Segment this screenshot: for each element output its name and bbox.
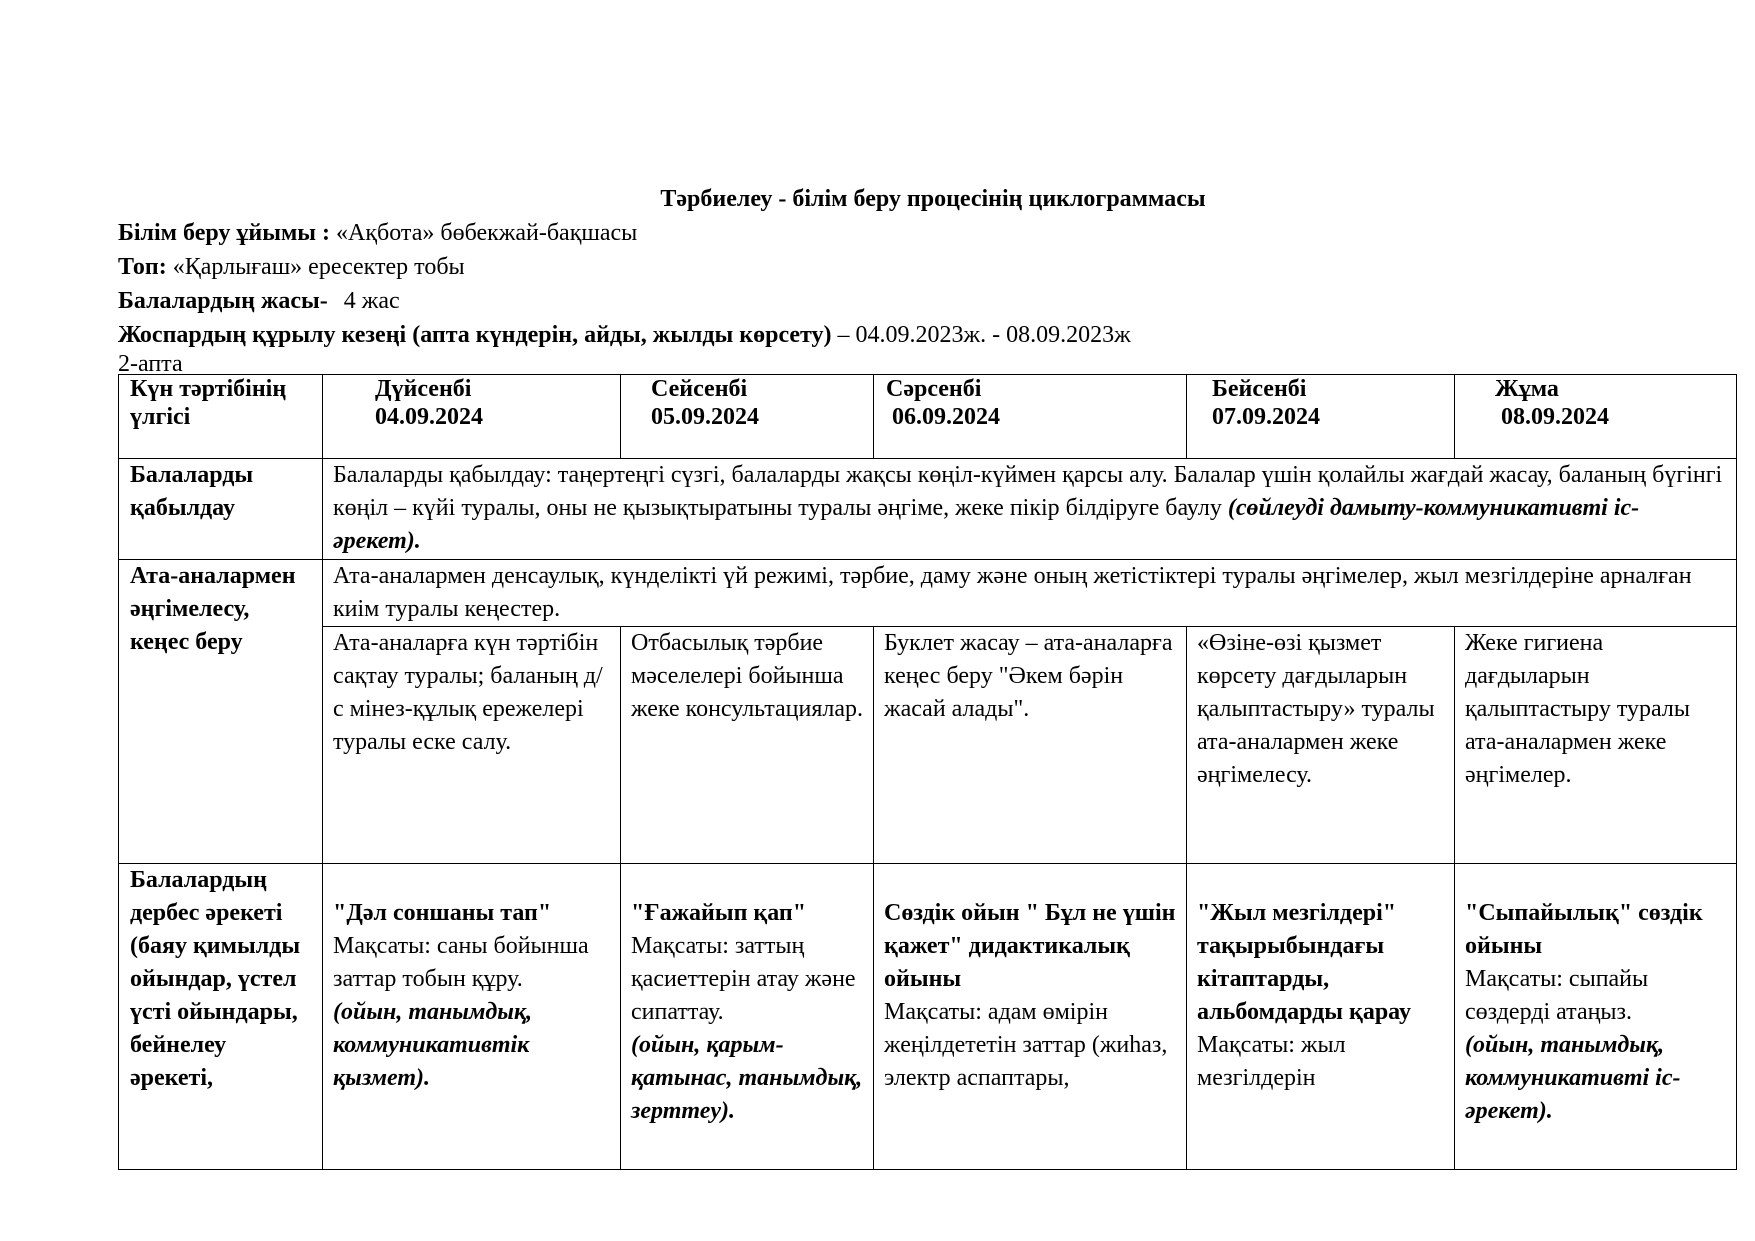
day-date: 08.09.2024 [1495,404,1609,430]
independent-thursday [1187,864,1455,1170]
day-name: Сейсенбі [651,376,748,402]
independent-friday [1455,864,1737,1170]
day-name: Жұма [1495,376,1559,402]
parents-label: Ата-аналармен әңгімелесу, кеңес беру [119,560,323,864]
parents-monday: Ата-аналарға күн тәртібін сақтау туралы; баланың д/с мінез-құлық ережелері туралы еске салу. [323,627,621,864]
independent-label: Балалардың дербес әрекеті (баяу қимылды ойындар, үстел үсті ойындары, бейнелеу әрекеті, [119,864,323,1170]
schedule-table [118,374,1737,1170]
header-corner: Күн тәртібінің үлгісі [119,375,323,459]
group-value: «Қарлығаш» ересектер тобы [172,254,465,280]
parents-thursday: «Өзіне-өзі қызмет көрсету дағдыларын қалыптастыру» туралы ата-аналармен жеке әңгімелесу. [1187,627,1455,864]
reception-row [119,459,1737,560]
day-date: 07.09.2024 [1212,404,1320,430]
header-day-monday [323,375,621,459]
reception-label: Балаларды қабылдау [119,459,323,560]
day-date: 05.09.2024 [651,404,759,430]
reception-content [323,459,1737,560]
organization-value: «Ақбота» бөбекжай-бақшасы [336,220,638,246]
game-goal: Мақсаты: адам өмірін жеңілдететін заттар (жиһаз, электр аспаптары, [884,999,1168,1091]
game-goal: Мақсаты: саны бойынша заттар тобын құру. [333,933,589,992]
game-title: "Жыл мезгілдері" тақырыбындағы кітаптарды, альбомдарды қарау [1197,900,1411,1025]
reception-activity: (сөйлеуді дамыту-коммуникативті іс-әрекет). [333,495,1640,554]
group-line [118,250,1736,284]
game-activity: (ойын, қарым-қатынас, танымдық, зерттеу). [631,1032,863,1124]
day-date: 06.09.2024 [886,404,1000,430]
independent-wednesday [874,864,1187,1170]
week-number: 2-апта [118,351,183,377]
day-date: 04.09.2024 [375,404,483,430]
game-activity: (ойын, танымдық, коммуникативтік қызмет). [333,999,533,1091]
header-day-thursday [1187,375,1455,459]
independent-tuesday [621,864,874,1170]
period-line [118,318,1736,352]
organization-line [118,216,1736,250]
period-label: Жоспардың құрылу кезеңі (апта күндерін, айды, жылды көрсету) [118,322,832,348]
parents-wednesday: Буклет жасау – ата-аналарға кеңес беру "Әкем бәрін жасай алады". [874,627,1187,864]
game-activity: (ойын, танымдық, коммуникативті іс-әрекет). [1465,1032,1681,1124]
game-goal: Мақсаты: сыпайы сөздерді атаңыз. [1465,966,1649,1025]
day-name: Бейсенбі [1212,376,1307,402]
header-day-friday [1455,375,1737,459]
document-page [118,182,1736,1170]
game-goal: Мақсаты: жыл мезгілдерін [1197,1032,1346,1091]
independent-monday [323,864,621,1170]
game-title: "Ғажайып қап" [631,900,807,926]
header-day-tuesday [621,375,874,459]
game-title: Сөздік ойын " Бұл не үшін қажет" дидактикалық ойыны [884,900,1176,992]
game-title: "Сыпайылық" сөздік ойыны [1465,900,1703,959]
game-title: "Дәл соншаны тап" [333,900,552,926]
age-line [118,284,1736,318]
parents-tuesday: Отбасылық тәрбие мәселелері бойынша жеке консультациялар. [621,627,874,864]
period-value: – 04.09.2023ж. - 08.09.2023ж [837,322,1131,348]
parents-friday: Жеке гигиена дағдыларын қалыптастыру туралы ата-аналармен жеке әңгімелер. [1455,627,1737,864]
parents-days-row [119,627,1737,864]
age-value: 4 жас [343,288,400,314]
day-name: Сәрсенбі [886,376,982,402]
organization-label: Білім беру ұйымы : [118,220,331,246]
age-label: Балалардың жасы- [118,288,328,314]
header-day-wednesday [874,375,1187,459]
parents-general-text: Ата-аналармен денсаулық, күнделікті үй режимі, тәрбие, даму және оның жетістіктері туралы әңгімелер, жыл мезгілдеріне арналған киім туралы кеңестер. [323,560,1737,627]
game-goal: Мақсаты: заттың қасиеттерін атау және сипаттау. [631,933,856,1025]
group-label: Топ: [118,254,167,280]
day-name: Дүйсенбі [375,376,472,402]
reception-text: Балаларды қабылдау: таңертеңгі сүзгі, балаларды жақсы көңіл-күймен қарсы алу. Балалар үшін қолайлы жағдай жасау, баланың бүгінгі көңіл – күйі туралы, оны не қызықтыратыны туралы әңгіме, жеке пікір білдіруге баулу [333,462,1723,521]
header-row [119,375,1737,459]
independent-row [119,864,1737,1170]
parents-general-row [119,560,1737,627]
document-title: Тәрбиелеу - білім беру процесінің циклограммасы [660,186,1206,212]
